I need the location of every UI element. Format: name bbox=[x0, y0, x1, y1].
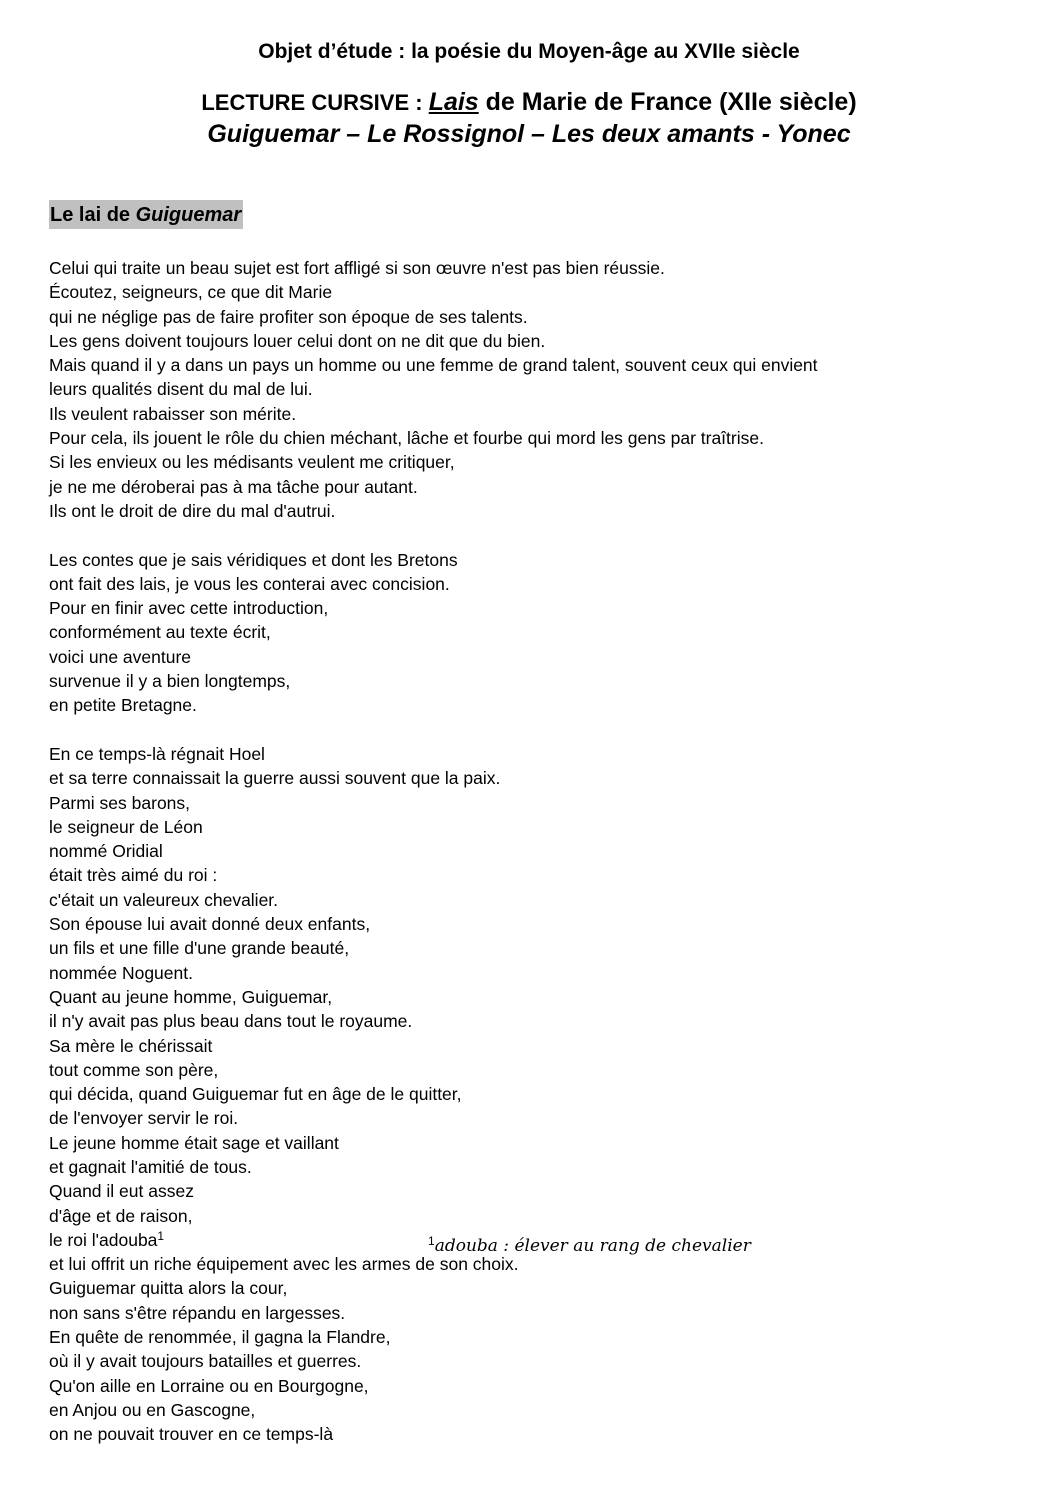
poem-line: Guiguemar quitta alors la cour, bbox=[49, 1278, 288, 1299]
poem-line: survenue il y a bien longtemps, bbox=[49, 671, 291, 692]
poem-line: voici une aventure bbox=[49, 646, 192, 667]
poem-line: nommé Oridial bbox=[49, 841, 163, 862]
poem-line: Ils veulent rabaisser son mérite. bbox=[49, 403, 297, 424]
paragraph-gap bbox=[49, 523, 1039, 547]
poem-line: je ne me déroberai pas à ma tâche pour autant. bbox=[49, 476, 418, 497]
poem-line: Quand il eut assez bbox=[49, 1181, 194, 1202]
poem-line: En quête de renommée, il gagna la Flandre, bbox=[49, 1327, 391, 1348]
poem-line: Quant au jeune homme, Guiguemar, bbox=[49, 986, 333, 1007]
poem-line: Le jeune homme était sage et vaillant bbox=[49, 1132, 339, 1153]
poem-line: Son épouse lui avait donné deux enfants, bbox=[49, 914, 371, 935]
poem-line: il n'y avait pas plus beau dans tout le royaume. bbox=[49, 1011, 413, 1032]
paragraph-gap bbox=[49, 718, 1039, 742]
author-century-text: de Marie de France (XIIe siècle) bbox=[478, 88, 857, 116]
poem-line: en Anjou ou en Gascogne, bbox=[49, 1399, 256, 1420]
poem-line: Parmi ses barons, bbox=[49, 792, 191, 813]
poem-line: non sans s'être répandu en largesses. bbox=[49, 1302, 346, 1323]
poem-line: et gagnait l'amitié de tous. bbox=[49, 1156, 252, 1177]
poem-line: un fils et une fille d'une grande beauté, bbox=[49, 938, 350, 959]
footnote bbox=[428, 1236, 751, 1256]
paragraph-1 bbox=[49, 256, 1039, 523]
poem-line: qui décida, quand Guiguemar fut en âge de le quitter, bbox=[49, 1084, 462, 1105]
poem-line: nommée Noguent. bbox=[49, 962, 193, 983]
poem-line: leurs qualités disent du mal de lui. bbox=[49, 379, 313, 400]
poem-line: Mais quand il y a dans un pays un homme ou une femme de grand talent, souvent ceux qui envient bbox=[49, 355, 818, 376]
poem-line: Ils ont le droit de dire du mal d'autrui. bbox=[49, 500, 336, 521]
lais-list-last: Yonec bbox=[776, 120, 851, 148]
poem-line: Qu'on aille en Lorraine ou en Bourgogne, bbox=[49, 1375, 369, 1396]
poem-line: d'âge et de raison, bbox=[49, 1205, 193, 1226]
poem-line: En ce temps-là régnait Hoel bbox=[49, 743, 265, 764]
section-title bbox=[49, 200, 243, 229]
cursive-reading-heading bbox=[0, 88, 1058, 117]
poem-text bbox=[49, 256, 1039, 1447]
section-title-prefix: Le lai de bbox=[50, 204, 136, 226]
paragraph-3-continued bbox=[49, 1252, 1039, 1446]
poem-line: était très aimé du roi : bbox=[49, 865, 218, 886]
poem-line: de l'envoyer servir le roi. bbox=[49, 1108, 239, 1129]
poem-line: où il y avait toujours batailles et guerres. bbox=[49, 1351, 362, 1372]
poem-line: c'était un valeureux chevalier. bbox=[49, 889, 279, 910]
study-object-heading bbox=[0, 40, 1058, 64]
footnote-reference-text: le roi l'adouba bbox=[49, 1229, 158, 1250]
poem-line: le seigneur de Léon bbox=[49, 816, 203, 837]
poem-line: conformément au texte écrit, bbox=[49, 622, 271, 643]
poem-line: et sa terre connaissait la guerre aussi souvent que la paix. bbox=[49, 768, 501, 789]
cursive-reading-label: LECTURE CURSIVE : bbox=[201, 90, 429, 115]
lais-list-text: Guiguemar – Le Rossignol – Les deux amants bbox=[207, 120, 755, 148]
study-object-text: Objet d’étude : la poésie du Moyen-âge au XVIIe siècle bbox=[258, 40, 800, 63]
poem-line: qui ne néglige pas de faire profiter son époque de ses talents. bbox=[49, 306, 528, 327]
paragraph-2 bbox=[49, 548, 1039, 718]
poem-line: on ne pouvait trouver en ce temps-là bbox=[49, 1424, 334, 1445]
poem-line: Les gens doivent toujours louer celui dont on ne dit que du bien. bbox=[49, 330, 546, 351]
footnote-text: adouba : élever au rang de chevalier bbox=[434, 1236, 751, 1256]
poem-line: et lui offrit un riche équipement avec les armes de son choix. bbox=[49, 1254, 519, 1275]
poem-line: en petite Bretagne. bbox=[49, 695, 197, 716]
poem-line: Sa mère le chérissait bbox=[49, 1035, 213, 1056]
lais-list-separator: - bbox=[754, 120, 777, 148]
poem-line: tout comme son père, bbox=[49, 1059, 219, 1080]
lais-list-heading bbox=[0, 120, 1058, 149]
lais-title: Lais bbox=[428, 88, 479, 116]
poem-line: ont fait des lais, je vous les conterai avec concision. bbox=[49, 573, 450, 594]
poem-line: Écoutez, seigneurs, ce que dit Marie bbox=[49, 282, 333, 303]
poem-line: Les contes que je sais véridiques et dont les Bretons bbox=[49, 549, 458, 570]
poem-line: Pour cela, ils jouent le rôle du chien méchant, lâche et fourbe qui mord les gens par traîtrise. bbox=[49, 428, 764, 449]
footnote-marker: 1 bbox=[428, 1234, 435, 1248]
section-title-name: Guiguemar bbox=[135, 204, 242, 226]
poem-line: Pour en finir avec cette introduction, bbox=[49, 598, 329, 619]
poem-line: Si les envieux ou les médisants veulent me critiquer, bbox=[49, 452, 455, 473]
poem-line: Celui qui traite un beau sujet est fort affligé si son œuvre n'est pas bien réussie. bbox=[49, 258, 665, 278]
paragraph-3 bbox=[49, 742, 1039, 1228]
footnote-reference-marker: 1 bbox=[157, 1228, 165, 1243]
